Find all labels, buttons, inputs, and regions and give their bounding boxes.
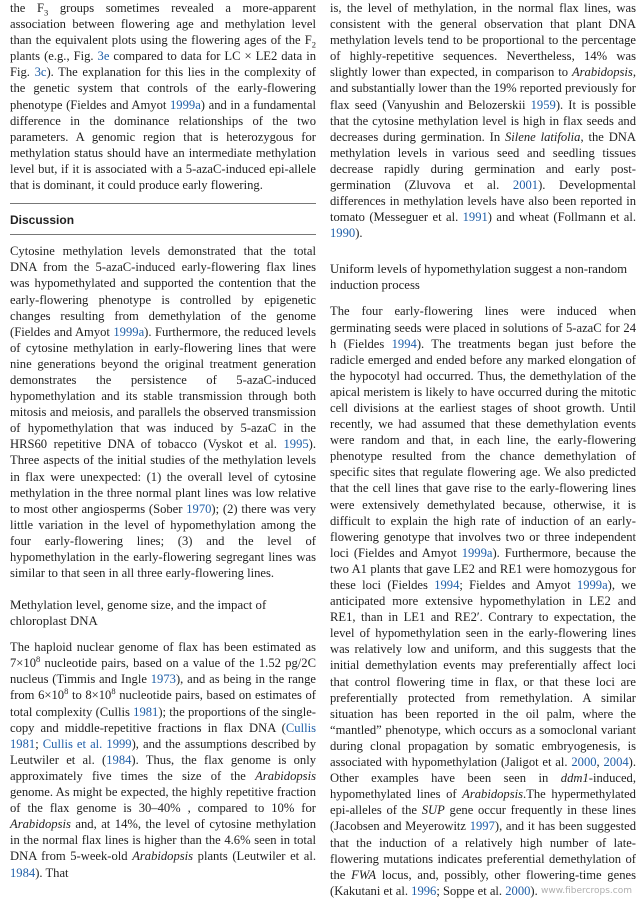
citation-link[interactable]: 2004 bbox=[603, 755, 629, 770]
left-paragraph-1: the $F_3$ groups sometimes revealed a more-apparent association between flowering age and methylation level than the equivalent plots using the flowering ages of the $F_2$ plants (e.g., Fig. 3e compared to data for LC × LE2 data in Fig. 3c). The explanation for this lies in the complexity of the genetic system that controls of the early-flowering phenotype (Fieldes and Amyot 1999a) and in a fundamental difference in the dominance relationships of the two parameters. A genomic region that is heterozygous for methylation status should have an intermediate methylation level but, if it is associated with a 5-azaC-induced epi-allele that is dominant, it could produce early flowering. bbox=[10, 1, 316, 193]
citation-link[interactable]: 1994 bbox=[391, 336, 417, 351]
citation-link[interactable]: 1995 bbox=[283, 437, 309, 452]
figure-link[interactable]: 3e bbox=[97, 49, 110, 64]
citation-link[interactable]: 1990 bbox=[330, 226, 356, 241]
citation-link[interactable]: 1996 bbox=[411, 883, 437, 898]
citation-link[interactable]: 1970 bbox=[186, 501, 212, 516]
citation-link[interactable]: 1973 bbox=[150, 672, 176, 687]
citation-link[interactable]: 1984 bbox=[106, 752, 132, 767]
citation-link[interactable]: 2001 bbox=[512, 178, 539, 193]
site-watermark: www.fibercrops.com bbox=[541, 886, 632, 896]
citation-link[interactable]: Cullis et al. 1999 bbox=[42, 736, 132, 751]
citation-link[interactable]: 2000 bbox=[571, 755, 597, 770]
right-column bbox=[330, 0, 636, 899]
discussion-heading: Discussion bbox=[10, 213, 75, 228]
citation-link[interactable]: 1981 bbox=[133, 704, 159, 719]
citation-link[interactable]: 1994 bbox=[434, 578, 460, 592]
left-paragraph-2: Cytosine methylation levels demonstrated that the total DNA from the 5-azaC-induced early-flowering flax lines was hypomethylated and supported the contention that the early-flowering phenotype is controlled by epigenetic changes resulting from demethylation of the genome (Fieldes and Amyot 1999a). Furthermore, the reduced levels of cytosine methylation in early-flowering lines that were nine generations beyond the original treatment generation demonstrates the persistence of 5-azaC-induced hypomethylation and its stable transmission through both mitosis and meiosis, and parallels the observed transmission of hypomethylation that was induced by 5-azaC in the HRS60 repetitive DNA of tobacco (Vyskot et al. 1995). Three aspects of the initial studies of the methylation levels in flax were unexpected: (1) the overall level of cytosine methylation in the three normal plant lines was low relative to most other angiosperms (Sober 1970); (2) there was very little variation in the level of hypomethylation among the four early-flowering lines; (3) and the level of hypomethylation in the early-flowering segregant lines was similar to that seen in all three early-flowering lines. bbox=[10, 244, 316, 581]
section-divider bbox=[10, 234, 316, 235]
citation-link[interactable]: 1999a bbox=[576, 578, 608, 592]
right-paragraph-1: is, the level of methylation, in the normal flax lines, was consistent with the general observation that plant DNA methylation levels tend to be proportional to the percentage of highly-repetitive sequences. Nevertheless, 14% was slightly lower than expected, in comparison to Arabidopsis, and substantially lower than the 19% reported previously for flax seed (Vanyushin and Belozerskii 1959). It is possible that the cytosine methylation level is high in flax seeds and decreases during germination. In Silene latifolia, the DNA methylation levels in various seed and seedling tissues decrease rapidly during germination and early post-germination (Zluvova et al. 2001). Developmental differences in methylation levels have also been reported in tomato (Messeguer et al. 1991) and wheat (Follmann et al. 1990). bbox=[330, 1, 636, 241]
subsection-heading-genome-size: Methylation level, genome size, and the impact of chloroplast DNA bbox=[10, 598, 267, 629]
figure-link[interactable]: 3c bbox=[34, 65, 47, 80]
right-paragraph-2: The four early-flowering lines were induced when germinating seeds were placed in solutions of 5-azaC for 24 h (Fieldes 1994). The treatments began just before the radicle emerged and ended before any marked elongation of the hypocotyl had occurred. Thus, the demethylation of the apical meristem is likely to have occurred during the mitotic cell divisions at the earliest stages of shoot growth. Until recently, we had assumed that these demethylation events were random and that, in each line, the early-flowering phenotype resulted from the chance demethylation of specific sites that regulate flowering age. We also predicted that the cell lines that gave rise to the early-flowering lines were extensively demethylated because, otherwise, it is difficult to explain the high rate of induction of an early-flowering genotype that involves two or three independent loci (Fieldes and Amyot 1999a). Furthermore, because the two A1 plants that gave LE2 and RE1 were homozygous for these loci (Fieldes 1994; Fieldes and Amyot 1999a), we anticipated more extensive hypomethylation in LE2 and RE1, than in LE1 and RE2′. Contrary to expectation, the level of hypomethylation seen in the early-flowering lines was relatively low and uniform, and this suggests that the initial demethylation events may preferentially affect loci that control flowering time in flax, or that these loci are preferentially protected from remethylation. A similar situation has been reported in the oil palm, where the “mantled” phenotype, which occurs as a somoclonal variant during clonal propagation by somatic embryogenesis, is associated with hypomethylation (Jaligot et al. 2000, 2004). Other examples have been seen in ddm1-induced, hypomethylated lines of Arabidopsis.The hypermethylated epi-alleles of the SUP gene occur frequently in these lines (Jacobsen and Meyerowitz 1997), and it has been suggested that the induction of a relatively high number of late-flowering mutations indicates preferential demethylation of the FWA locus, and, possibly, other flowering-time genes (Kakutani et al. 1996; Soppe et al. 2000). bbox=[330, 304, 637, 898]
citation-link[interactable]: 1999a bbox=[170, 97, 201, 112]
citation-link[interactable]: 1984 bbox=[10, 865, 36, 880]
citation-link[interactable]: 1991 bbox=[462, 210, 488, 225]
section-divider bbox=[10, 203, 316, 204]
left-paragraph-3: The haploid nuclear genome of flax has been estimated as $7\times 10^8$ nucleotide pairs, based on a value of the 1.52 pg/2C nucleus (Timmis and Ingle 1973), and as being in the range from $6\times 10^8$ to $8\times 10^8$ nucleotide pairs, based on estimates of total complexity (Cullis 1981); the proportions of the single-copy and middle-repetitive fractions in flax DNA (Cullis 1981; Cullis et al. 1999), and the assumptions described by Leutwiler et al. (1984). Thus, the flax genome is only approximately five times the size of the Arabidopsis genome. As might be expected, the highly repetitive fraction of the flax genome is 30–40% , compared to 10% for Arabidopsis and, at 14%, the level of cytosine methylation in the normal flax lines is higher than the 4.6% seen in total DNA from 5-week-old Arabidopsis plants (Leutwiler et al. 1984). That bbox=[10, 640, 316, 880]
citation-link[interactable]: Cullis 1981 bbox=[10, 720, 316, 751]
citation-link[interactable]: 1999a bbox=[113, 324, 145, 339]
citation-link[interactable]: 1997 bbox=[469, 819, 495, 834]
subsection-heading-uniform-levels: Uniform levels of hypomethylation suggest a non-random induction process bbox=[330, 262, 628, 293]
citation-link[interactable]: 2000 bbox=[505, 883, 531, 898]
left-column bbox=[10, 0, 316, 881]
citation-link[interactable]: 1999a bbox=[461, 545, 493, 560]
citation-link[interactable]: 1959 bbox=[530, 97, 556, 112]
